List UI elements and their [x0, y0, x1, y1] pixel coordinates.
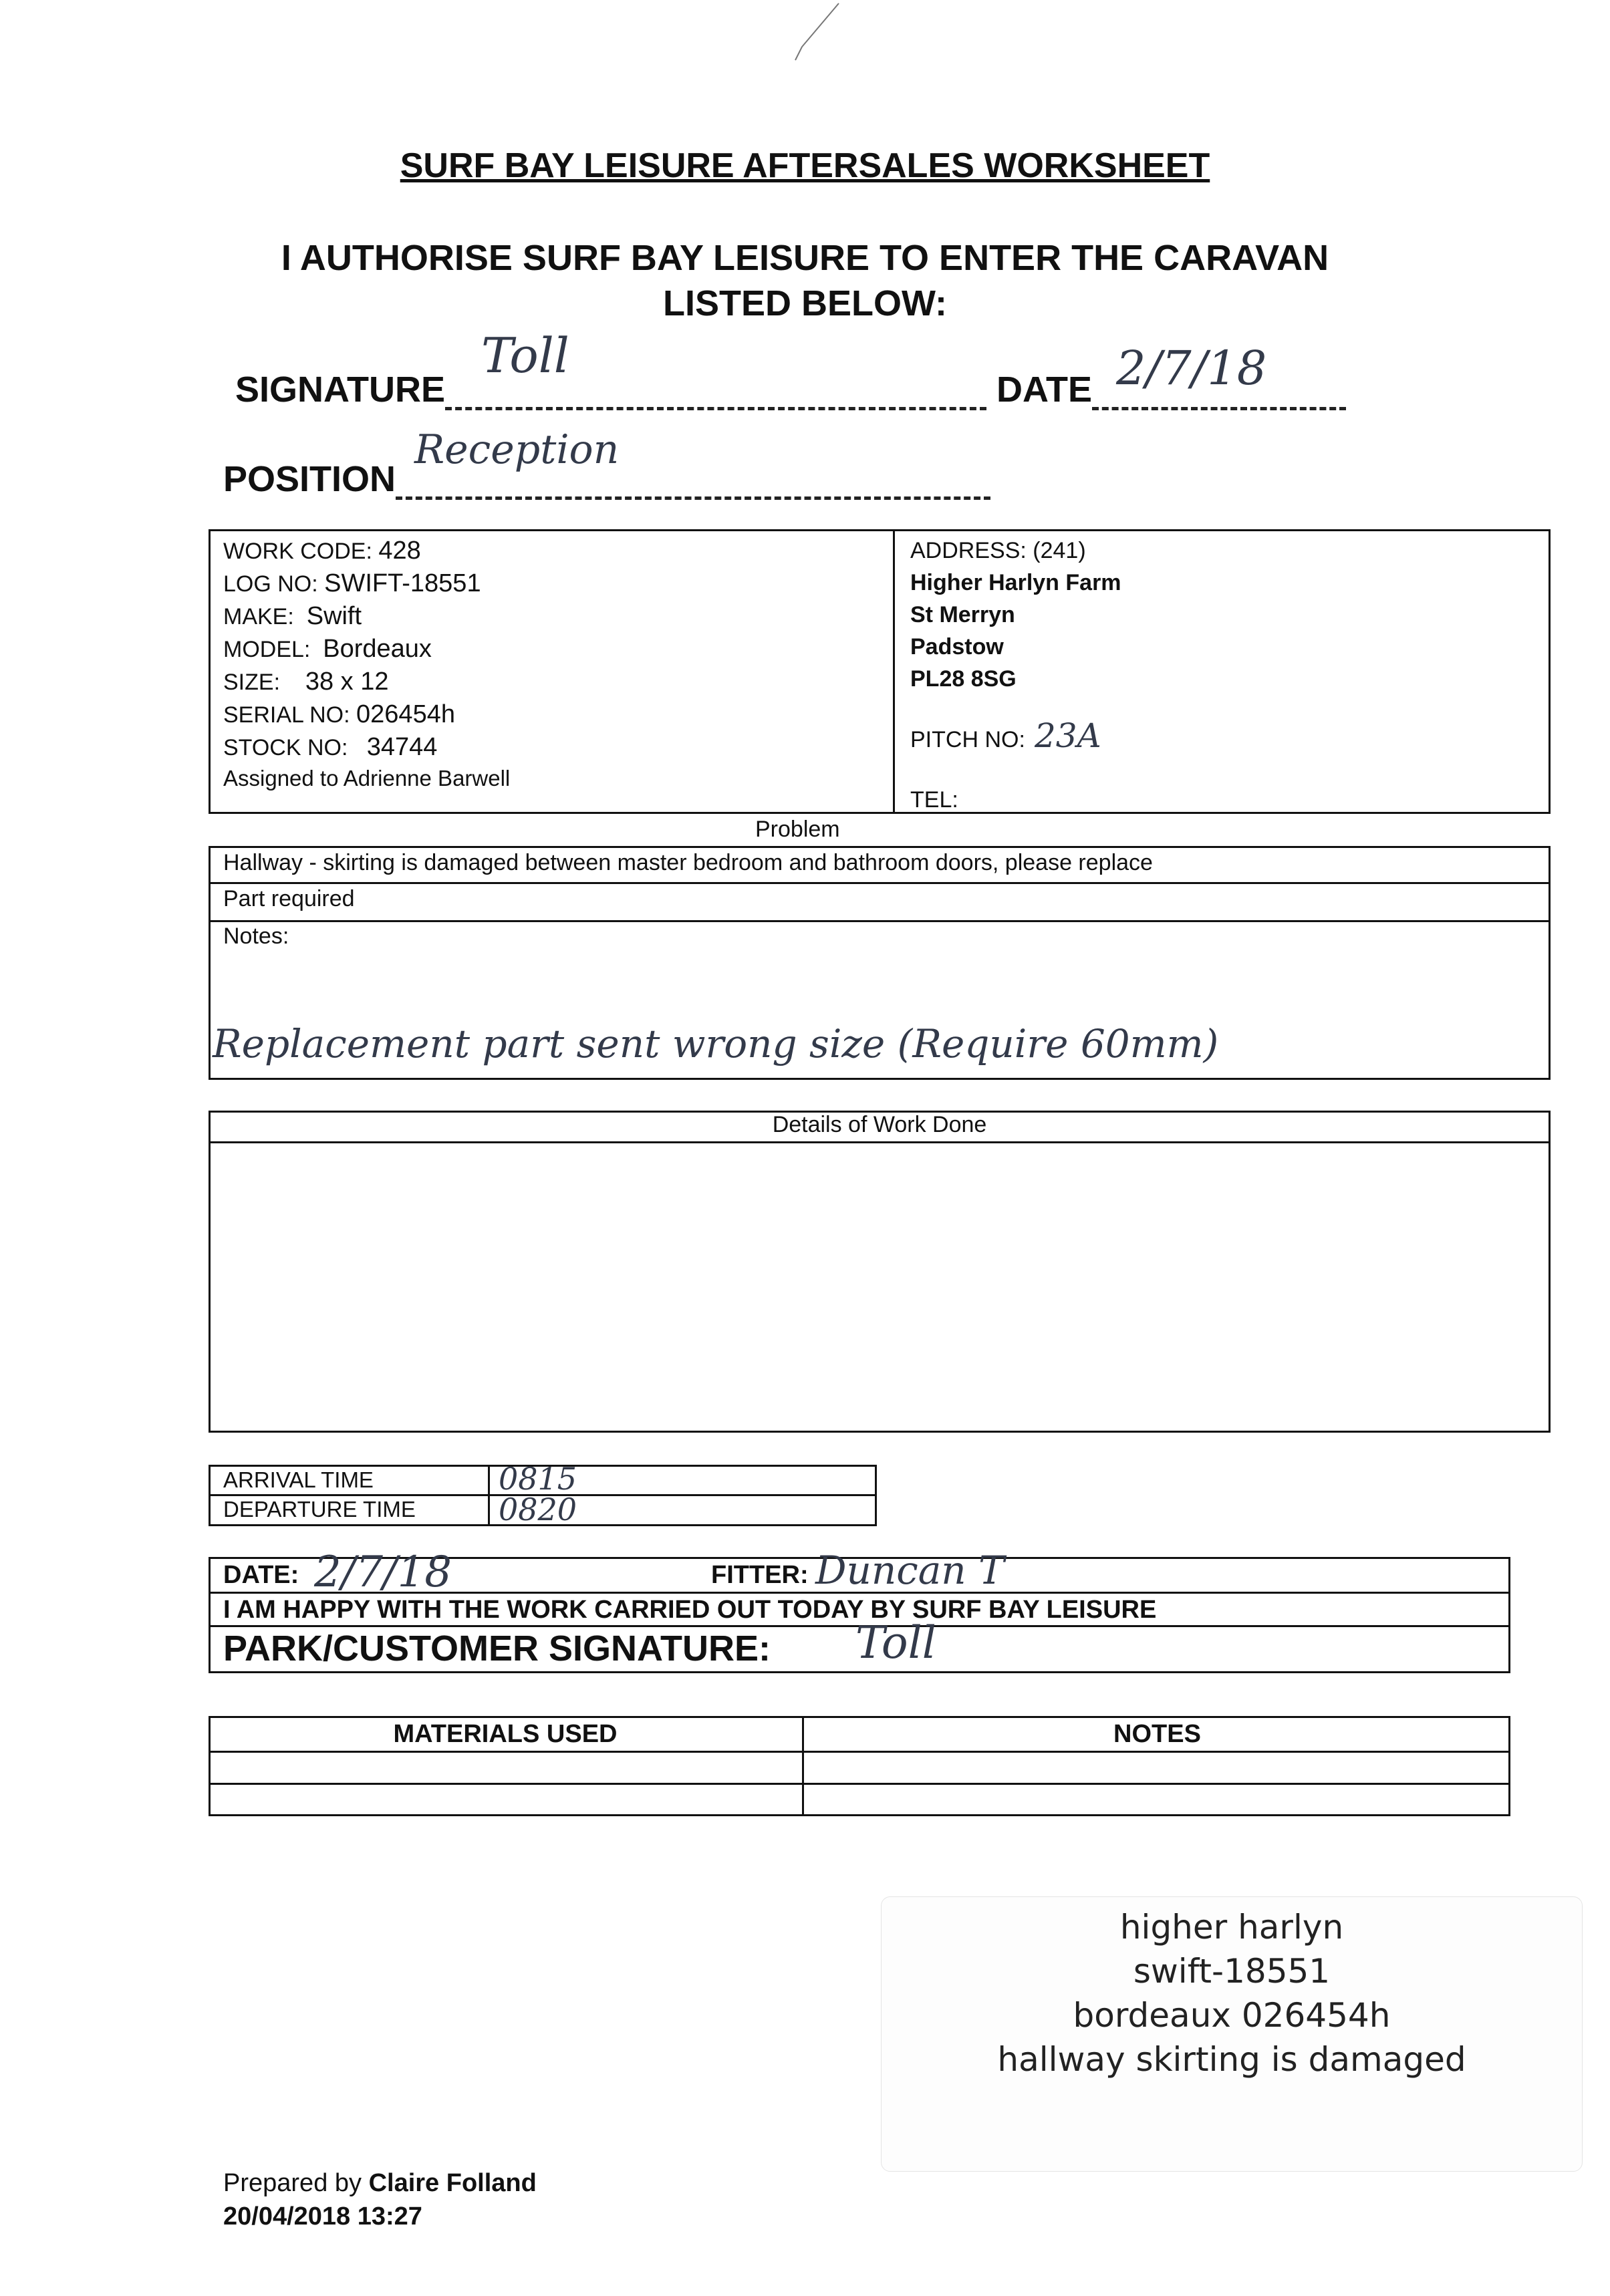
caravan-box-divider — [893, 529, 895, 814]
departure-handwritten: 0820 — [499, 1491, 577, 1528]
address-line-2: St Merryn — [910, 602, 1015, 627]
work-code-value: 428 — [378, 537, 421, 565]
prepared-by-label: Prepared by — [223, 2169, 362, 2197]
authorisation-line-1: I AUTHORISE SURF BAY LEISURE TO ENTER THE CARAVAN — [281, 238, 1329, 278]
materials-notes-header: NOTES — [1113, 1720, 1201, 1748]
work-done-box — [209, 1111, 1551, 1433]
position-label: POSITION — [223, 459, 396, 499]
materials-used-header: MATERIALS USED — [393, 1720, 618, 1748]
date-line — [1092, 407, 1346, 410]
address-details — [910, 535, 1121, 695]
customer-signature-handwritten: Toll — [855, 1617, 936, 1669]
arrival-label: ARRIVAL TIME — [223, 1467, 374, 1492]
tel-label: TEL: — [910, 787, 958, 813]
notes-handwritten: Replacement part sent wrong size (Require 60mm) — [213, 1021, 1219, 1066]
caravan-details — [223, 535, 510, 793]
pitch-handwritten: 23A — [1035, 716, 1101, 755]
satisfaction-statement: I AM HAPPY WITH THE WORK CARRIED OUT TODAY BY SURF BAY LEISURE — [223, 1596, 1157, 1624]
assigned-to: Assigned to Adrienne Barwell — [223, 766, 511, 791]
problem-heading: Problem — [755, 817, 840, 842]
signature-label: SIGNATURE — [235, 370, 446, 410]
problem-divider-2 — [209, 920, 1551, 922]
prepared-by-name: Claire Folland — [368, 2169, 537, 2197]
size-label: SIZE: — [223, 670, 281, 695]
make-label: MAKE: — [223, 604, 294, 629]
date-handwritten: 2/7/18 — [1116, 341, 1267, 396]
sticky-note-line-3: bordeaux 026454h — [1073, 1996, 1391, 2035]
sticky-note-line-4: hallway skirting is damaged — [997, 2040, 1466, 2079]
model-label: MODEL: — [223, 637, 311, 662]
date-label: DATE — [996, 370, 1093, 410]
times-column-divider — [488, 1465, 490, 1526]
customer-signature-label: PARK/CUSTOMER SIGNATURE: — [223, 1628, 771, 1669]
serial-value: 026454h — [356, 700, 455, 728]
position-line — [396, 496, 990, 500]
stock-label: STOCK NO: — [223, 735, 348, 760]
prepared-timestamp: 20/04/2018 13:27 — [223, 2202, 422, 2231]
address-line-1: Higher Harlyn Farm — [910, 570, 1121, 595]
problem-divider-1 — [209, 882, 1551, 884]
position-handwritten: Reception — [414, 426, 620, 473]
fitter-label: FITTER: — [711, 1561, 809, 1589]
address-line-3: Padstow — [910, 634, 1004, 660]
materials-row-divider-1 — [209, 1751, 1510, 1753]
serial-label: SERIAL NO: — [223, 702, 350, 728]
log-no-value: SWIFT-18551 — [324, 569, 481, 597]
work-done-divider — [209, 1141, 1551, 1143]
problem-description: Hallway - skirting is damaged between master bedroom and bathroom doors, please replace — [223, 850, 1153, 875]
fitter-handwritten: Duncan T — [815, 1548, 1004, 1593]
scan-mark — [789, 0, 842, 64]
signoff-date-handwritten: 2/7/18 — [314, 1548, 452, 1597]
arrival-handwritten: 0815 — [499, 1461, 577, 1497]
address-label: ADDRESS: (241) — [910, 538, 1086, 563]
materials-row-divider-2 — [209, 1783, 1510, 1785]
prepared-by — [223, 2169, 537, 2198]
sticky-note-line-2: swift-18551 — [1133, 1952, 1331, 1991]
size-value: 38 x 12 — [305, 668, 389, 696]
part-required: Part required — [223, 886, 355, 911]
work-code-label: WORK CODE: — [223, 539, 372, 564]
log-no-label: LOG NO: — [223, 571, 318, 597]
worksheet-title: SURF BAY LEISURE AFTERSALES WORKSHEET — [400, 146, 1210, 185]
work-done-heading: Details of Work Done — [772, 1112, 987, 1137]
address-line-4: PL28 8SG — [910, 666, 1017, 692]
signature-handwritten: Toll — [481, 327, 569, 384]
signature-line — [445, 407, 986, 410]
make-value: Swift — [306, 602, 362, 630]
signoff-date-label: DATE: — [223, 1561, 299, 1589]
stock-value: 34744 — [366, 733, 438, 761]
notes-label: Notes: — [223, 923, 289, 949]
sticky-note-line-1: higher harlyn — [1119, 1908, 1344, 1947]
authorisation-line-2: LISTED BELOW: — [663, 283, 947, 323]
pitch-label: PITCH NO: — [910, 727, 1025, 752]
departure-label: DEPARTURE TIME — [223, 1497, 416, 1522]
sticky-note — [881, 1896, 1583, 2172]
model-value: Bordeaux — [323, 635, 432, 663]
